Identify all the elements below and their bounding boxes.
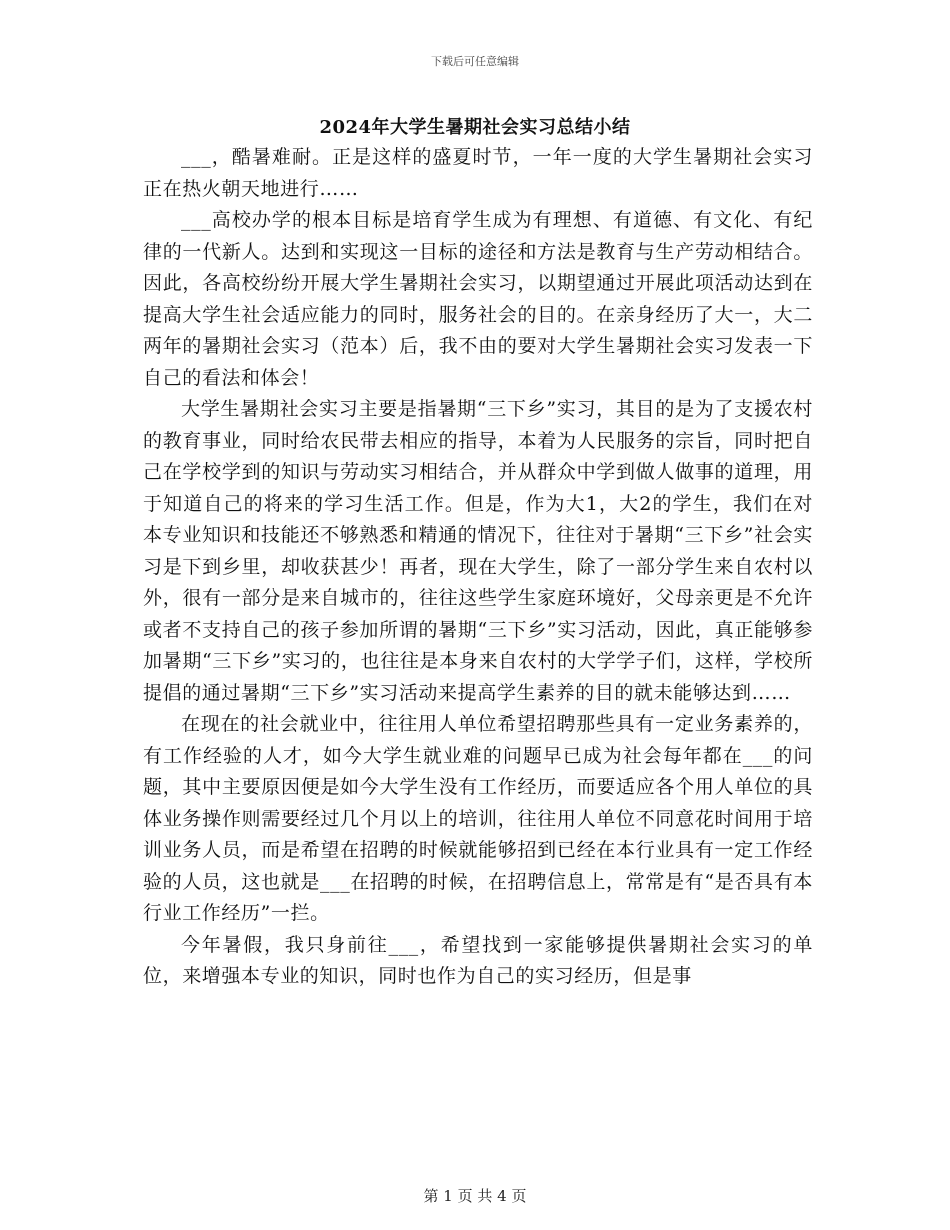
- paragraph-three-to-countryside: 大学生暑期社会实习主要是指暑期“三下乡”实习，其目的是为了支援农村的教育事业，同时给农民带去相应的指导，本着为人民服务的宗旨，同时把自己在学校学到的知识与劳动实习相结合，并从群众中学到做人做事的道理，用于知道自己的将来的学习生活工作。但是，作为大1，大2的学生，我们在对本专业知识和技能还不够熟悉和精通的情况下，往往对于暑期“三下乡”社会实习是下到乡里，却收获甚少！再者，现在大学生，除了一部分学生来自农村以外，很有一部分是来自城市的，往往这些学生家庭环境好，父母亲更是不允许或者不支持自己的孩子参加所谓的暑期“三下乡”实习活动，因此，真正能够参加暑期“三下乡”实习的，也往往是本身来自农村的大学学子们，这样，学校所提倡的通过暑期“三下乡”实习活动来提高学生素养的目的就未能够达到……: [143, 398, 813, 704]
- paragraph-university-goal: ___高校办学的根本目标是培育学生成为有理想、有道德、有文化、有纪律的一代新人。达到和实现这一目标的途径和方法是教育与生产劳动相结合。因此，各高校纷纷开展大学生暑期社会实习，以期望通过开展此项活动达到在提高大学生社会适应能力的同时，服务社会的目的。在亲身经历了大一，大二两年的暑期社会实习（范本）后，我不由的要对大学生暑期社会实习发表一下自己的看法和体会！: [143, 209, 813, 389]
- document-body: [143, 142, 813, 993]
- download-note: 下载后可任意编辑: [431, 55, 519, 68]
- paragraph-employment: 在现在的社会就业中，往往用人单位希望招聘那些具有一定业务素养的，有工作经验的人才，如今大学生就业难的问题早已成为社会每年都在___的问题，其中主要原因便是如今大学生没有工作经历，而要适应各个用人单位的具体业务操作则需要经过几个月以上的培训，往往用人单位不同意花时间用于培训业务人员，而是希望在招聘的时候就能够招到已经在本行业具有一定工作经验的人员，这也就是___在招聘的时候，在招聘信息上，常常是有“是否具有本行业工作经历”一拦。: [143, 713, 813, 924]
- paragraph-intro: ___，酷暑难耐。正是这样的盛夏时节，一年一度的大学生暑期社会实习正在热火朝天地进行……: [143, 146, 813, 200]
- paragraph-this-summer: 今年暑假，我只身前往___，希望找到一家能够提供暑期社会实习的单位，来增强本专业的知识，同时也作为自己的实习经历，但是事: [143, 933, 813, 987]
- document-title: 2024年大学生暑期社会实习总结小结: [319, 117, 631, 138]
- page-number: 第 1 页 共 4 页: [423, 1187, 527, 1205]
